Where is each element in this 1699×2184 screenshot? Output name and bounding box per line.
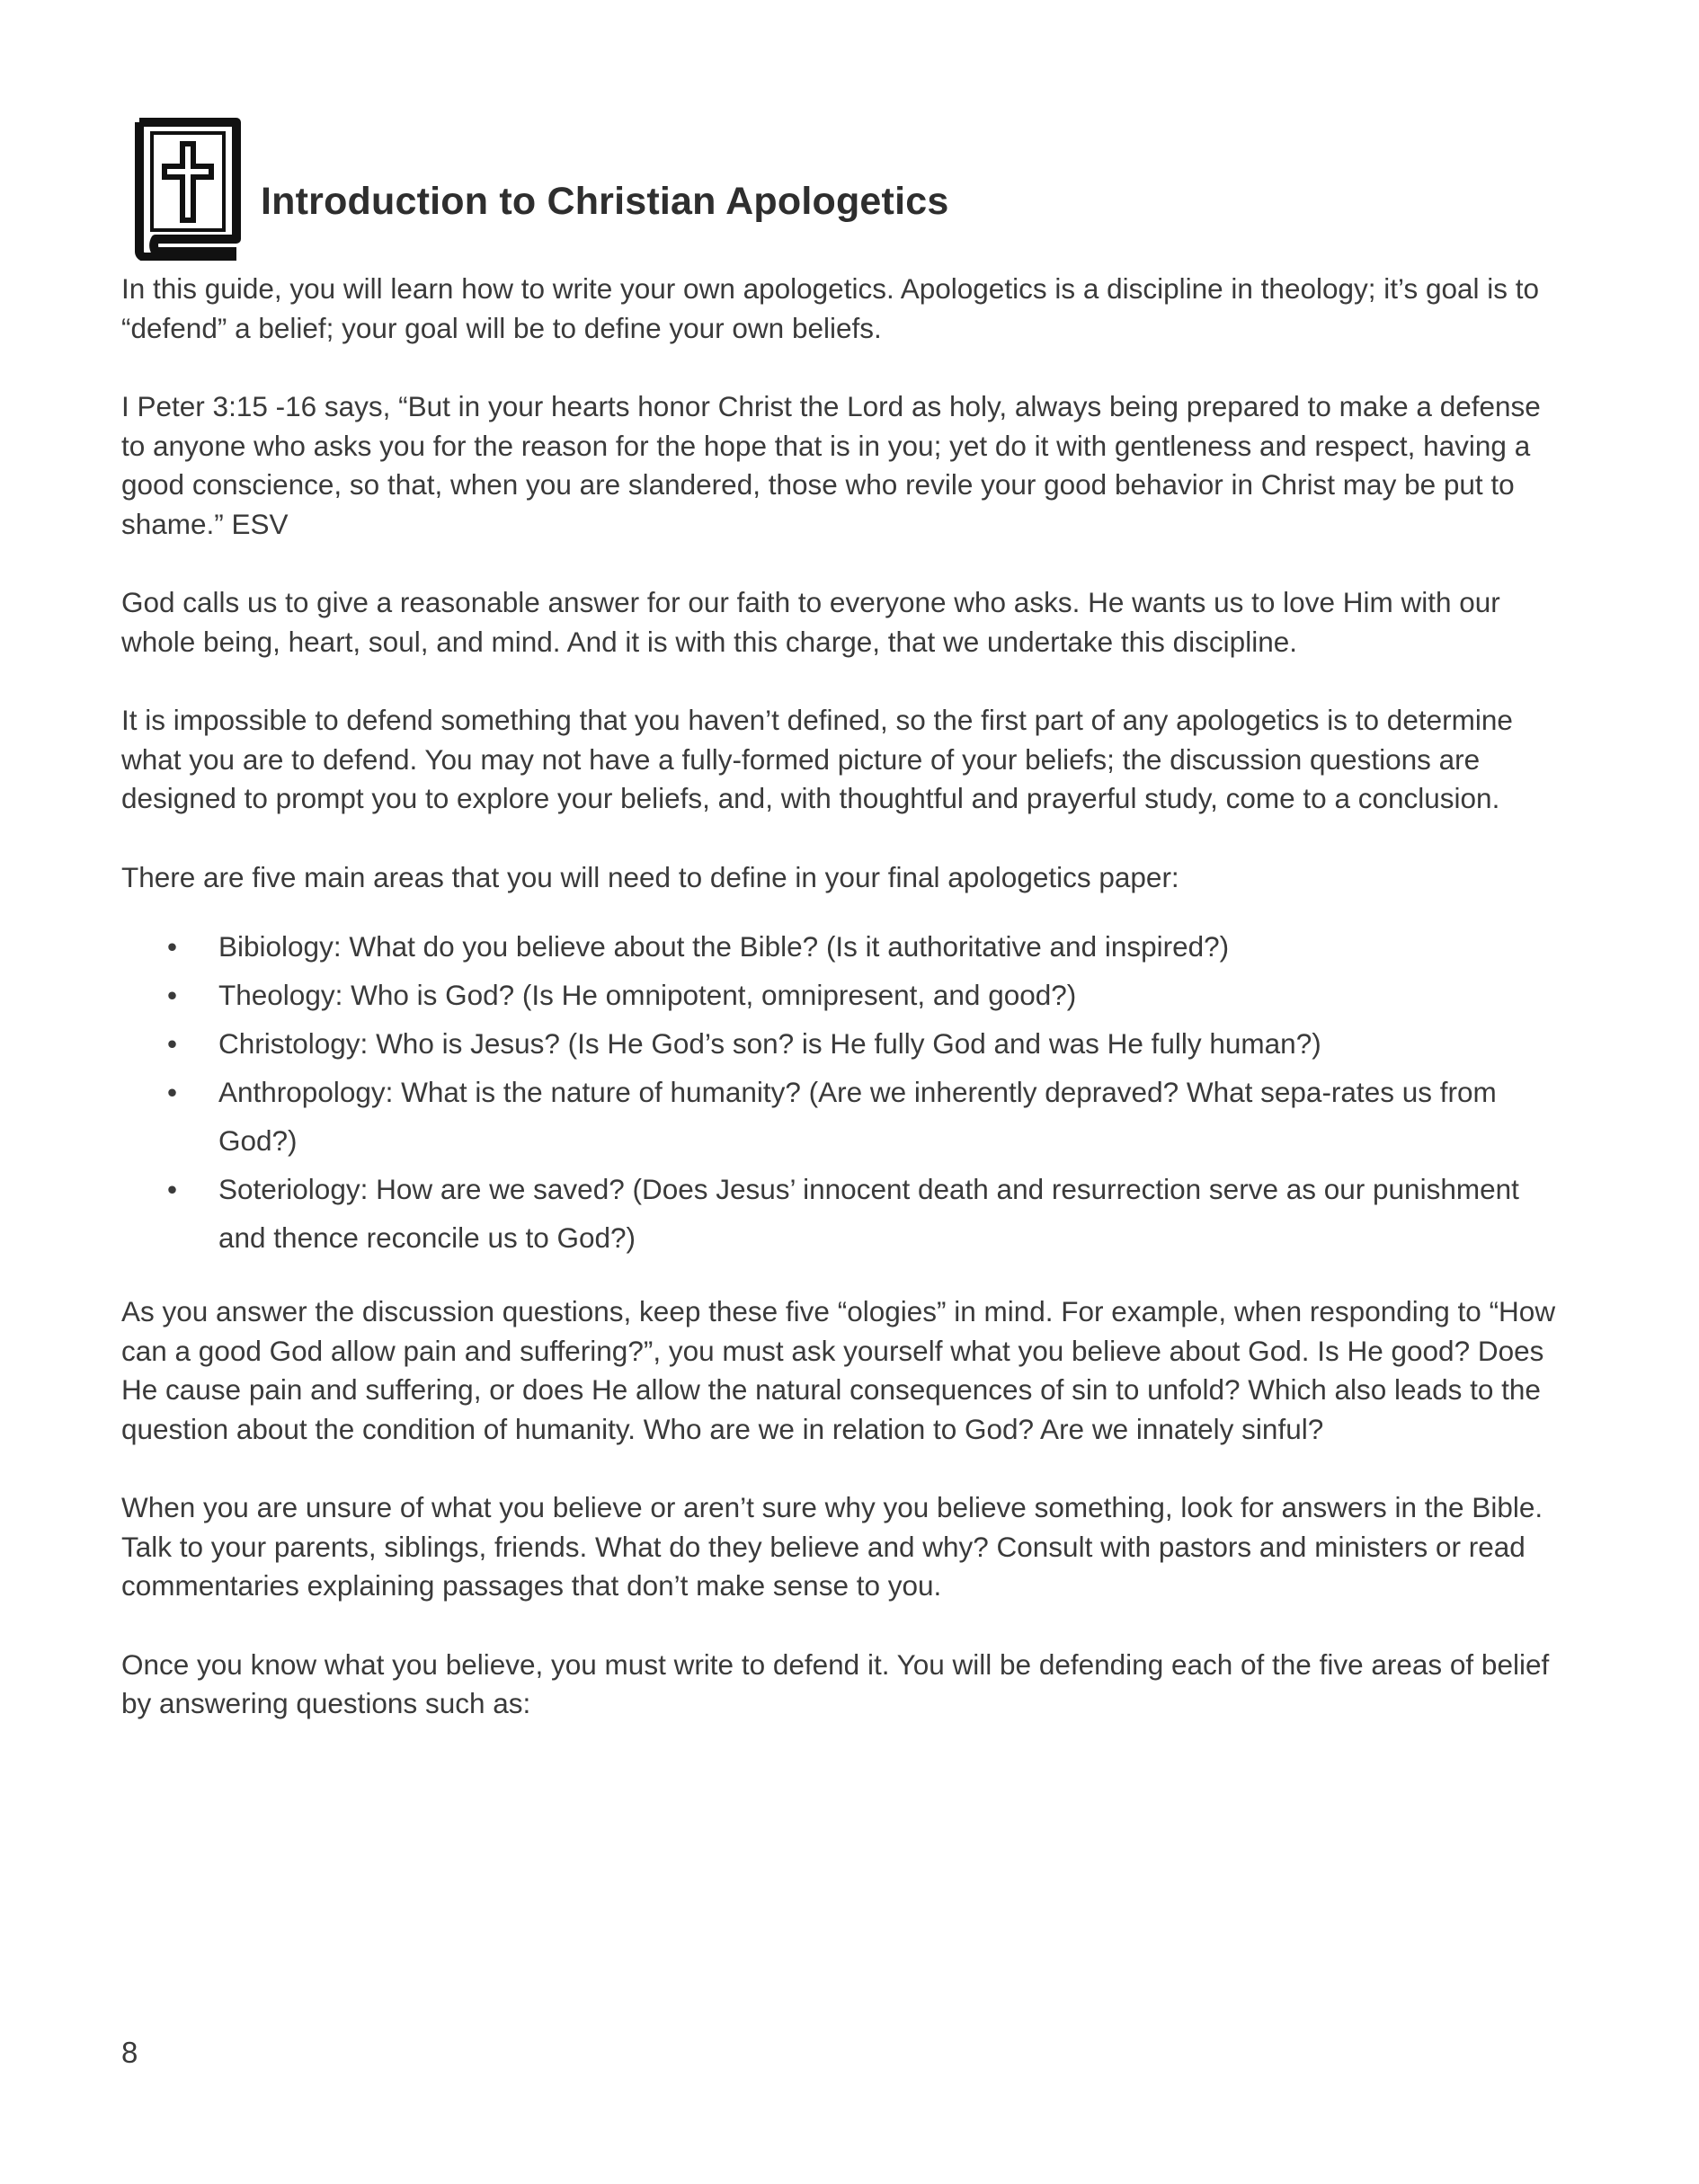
list-item-bibiology — [121, 922, 1560, 971]
ologies-list — [121, 922, 1560, 1262]
bible-cross-icon — [130, 117, 243, 261]
paragraph-defend: Once you know what you believe, you must write to defend it. You will be defending each of the five areas of belief by answering questions such as: — [121, 1647, 1550, 1719]
page-title: Introduction to Christian Apologetics — [261, 180, 949, 223]
bullet-marker: • — [167, 1027, 178, 1060]
body-content — [121, 270, 1560, 1763]
bullet-marker: • — [167, 930, 178, 963]
paragraph-calling: God calls us to give a reasonable answer for our faith to everyone who asks. He wants us to love Him with our whole being, heart, soul, and mind. And it is with this charge, that we undertake this discipline. — [121, 586, 1500, 658]
list-item-text: Anthropology: What is the nature of humanity? (Are we inherently depraved? What sepa-rates us from God?) — [218, 1076, 1497, 1157]
list-item-text: Bibiology: What do you believe about the Bible? (Is it authoritative and inspired?) — [218, 930, 1230, 963]
list-item-text: Theology: Who is God? (Is He omnipotent, omnipresent, and good?) — [218, 979, 1077, 1011]
paragraph-five-areas: There are five main areas that you will need to define in your final apologetics paper: — [121, 860, 1179, 893]
paragraph-unsure: When you are unsure of what you believe or aren’t sure why you believe something, look for answers in the Bible. Talk to your parents, siblings, friends. What do they believe and why? Consult with pastors and ministers or read commentaries explaining passages that don’t make sense to you. — [121, 1491, 1543, 1602]
paragraph-intro: In this guide, you will learn how to write your own apologetics. Apologetics is a discipline in theology; it’s goal is to “defend” a belief; your goal will be to define your own beliefs. — [121, 272, 1540, 344]
list-item-text: Soteriology: How are we saved? (Does Jesus’ innocent death and resurrection serve as our punishment and thence reconcile us to God?) — [218, 1173, 1519, 1254]
list-item-theology — [121, 971, 1560, 1019]
bullet-marker: • — [167, 979, 178, 1011]
paragraph-scripture-quote: I Peter 3:15 -16 says, “But in your hearts honor Christ the Lord as holy, always being prepared to make a defense to anyone who asks you for the reason for the hope that is in you; yet do it with gentleness and respect, having a good conscience, so that, when you are slandered, those who revile your good behavior in Christ may be put to shame.” ESV — [121, 390, 1541, 540]
paragraph-define: It is impossible to defend something that you haven’t defined, so the first part of any apologetics is to determine what you are to defend. You may not have a fully-formed picture of your beliefs; the discussion questions are designed to prompt you to explore your beliefs, and, with thoughtful and prayerful study, come to a conclusion. — [121, 704, 1513, 814]
section-header — [130, 117, 1569, 261]
list-item-text: Christology: Who is Jesus? (Is He God’s son? is He fully God and was He fully human?) — [218, 1027, 1321, 1060]
list-item-anthropology — [121, 1068, 1560, 1165]
list-item-christology — [121, 1019, 1560, 1068]
paragraph-ologies-example: As you answer the discussion questions, keep these five “ologies” in mind. For example, when responding to “How can a good God allow pain and suffering?”, you must ask yourself what you believe about God. Is He good? Does He cause pain and suffering, or does He allow the natural consequences of sin to unfold? Which also leads to the question about the condition of humanity. Who are we in relation to God? Are we innately sinful? — [121, 1295, 1556, 1445]
page-number: 8 — [121, 2036, 138, 2069]
bullet-marker: • — [167, 1173, 178, 1205]
bullet-marker: • — [167, 1076, 178, 1108]
list-item-soteriology — [121, 1165, 1560, 1262]
